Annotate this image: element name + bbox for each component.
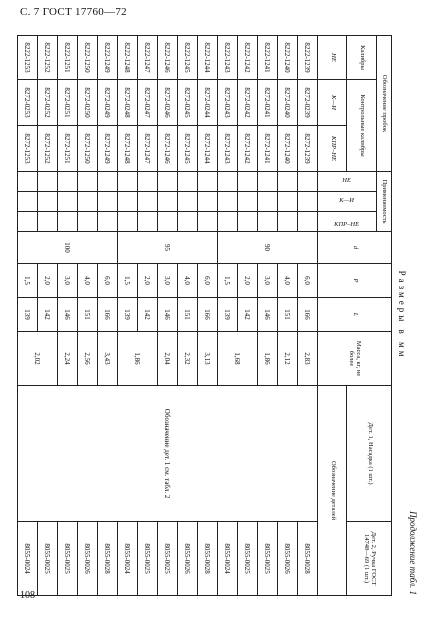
kpr-cell: 8272-1246: [158, 126, 178, 172]
applicability-ne-cell: [158, 172, 178, 192]
applicability-kpr-cell: [238, 212, 258, 232]
part2-cell: 8055-0025: [258, 522, 278, 596]
mass-cell: 2,56: [78, 332, 98, 386]
p-cell: 6,0: [198, 264, 218, 298]
part2-cell: 8055-0026: [178, 522, 198, 596]
applicability-ki-cell: [298, 192, 318, 212]
kpr-cell: 8272-1241: [258, 126, 278, 172]
mass-cell: 2,32: [178, 332, 198, 386]
kpr-cell: 8272-1251: [58, 126, 78, 172]
kpr-cell: 8272-1252: [38, 126, 58, 172]
applicability-ne-cell: [18, 172, 38, 192]
l-cell: 146: [158, 298, 178, 332]
ne-cell: 8222-1240: [278, 36, 298, 80]
applicability-kpr-cell: [78, 212, 98, 232]
p-cell: 4,0: [278, 264, 298, 298]
l-header: L: [318, 298, 392, 332]
part2-header: Дет. 2, Ручка ГОСТ 14748—69 (1 шт.): [347, 522, 392, 596]
part2-cell: 8055-0025: [38, 522, 58, 596]
p-cell: 3,0: [258, 264, 278, 298]
applicability-ki-header: К—И: [318, 192, 377, 212]
page-header: С. 7 ГОСТ 17760—72: [20, 6, 127, 18]
mass-cell: 1,86: [118, 332, 158, 386]
applicability-ki-cell: [258, 192, 278, 212]
gauges-header: Калибры: [347, 36, 377, 80]
l-cell: 139: [18, 298, 38, 332]
applicability-kpr-cell: [18, 212, 38, 232]
table-row: [298, 36, 318, 596]
kpr-cell: 8272-1244: [198, 126, 218, 172]
ki-cell: 8272-0242: [238, 80, 258, 126]
applicability-ne-cell: [178, 172, 198, 192]
part1-note-cell: Обозначение дет. 1 см. табл. 2: [18, 386, 318, 522]
p-cell: 3,0: [58, 264, 78, 298]
l-cell: 142: [38, 298, 58, 332]
ki-cell: 8272-0250: [78, 80, 98, 126]
l-cell: 166: [198, 298, 218, 332]
applicability-ki-cell: [238, 192, 258, 212]
p-cell: 3,0: [158, 264, 178, 298]
l-cell: 151: [278, 298, 298, 332]
applicability-kpr-cell: [198, 212, 218, 232]
ne-cell: 8222-1246: [158, 36, 178, 80]
ne-header: НЕ: [318, 36, 348, 80]
applicability-ki-cell: [18, 192, 38, 212]
mass-cell: 2,83: [298, 332, 318, 386]
applicability-kpr-header: КПР–НЕ: [318, 212, 377, 232]
p-cell: 6,0: [298, 264, 318, 298]
ne-cell: 8222-1249: [98, 36, 118, 80]
kpr-cell: 8272-1247: [138, 126, 158, 172]
kpr-cell: 8272-1245: [178, 126, 198, 172]
ki-cell: 8272-0248: [118, 80, 138, 126]
l-cell: 146: [58, 298, 78, 332]
applicability-kpr-cell: [278, 212, 298, 232]
part2-cell: 8055-0025: [58, 522, 78, 596]
applicability-ki-cell: [78, 192, 98, 212]
mass-cell: 2,02: [18, 332, 58, 386]
part2-cell: 8055-0028: [298, 522, 318, 596]
ne-cell: 8222-1247: [138, 36, 158, 80]
applicability-kpr-cell: [38, 212, 58, 232]
ne-cell: 8222-1244: [198, 36, 218, 80]
mass-cell: 3,43: [98, 332, 118, 386]
table-body: [18, 36, 318, 596]
applicability-ki-cell: [278, 192, 298, 212]
applicability-kpr-cell: [58, 212, 78, 232]
applicability-ki-cell: [138, 192, 158, 212]
part2-cell: 8055-0028: [98, 522, 118, 596]
mass-cell: 2,24: [58, 332, 78, 386]
applicability-kpr-cell: [98, 212, 118, 232]
applicability-ki-cell: [178, 192, 198, 212]
kpr-cell: 8272-1242: [238, 126, 258, 172]
ne-cell: 8222-1253: [18, 36, 38, 80]
kpr-cell: 8272-1253: [18, 126, 38, 172]
l-cell: 151: [78, 298, 98, 332]
part2-cell: 8055-0026: [278, 522, 298, 596]
applicability-kpr-cell: [298, 212, 318, 232]
part2-cell: 8055-0025: [138, 522, 158, 596]
applicability-kpr-cell: [158, 212, 178, 232]
l-cell: 166: [98, 298, 118, 332]
applicability-ne-cell: [258, 172, 278, 192]
applicability-ne-cell: [238, 172, 258, 192]
mass-cell: 3,13: [198, 332, 218, 386]
part2-cell: 8055-0024: [18, 522, 38, 596]
l-cell: 142: [238, 298, 258, 332]
ki-cell: 8272-0243: [218, 80, 238, 126]
ne-cell: 8222-1250: [78, 36, 98, 80]
ne-cell: 8222-1239: [298, 36, 318, 80]
kpr-cell: 8272-1240: [278, 126, 298, 172]
applicability-ne-cell: [38, 172, 58, 192]
applicability-ne-cell: [198, 172, 218, 192]
part2-cell: 8055-0024: [218, 522, 238, 596]
applicability-kpr-cell: [138, 212, 158, 232]
kpr-cell: 8272-1248: [118, 126, 138, 172]
applicability-kpr-cell: [218, 212, 238, 232]
mass-cell: 1,68: [218, 332, 258, 386]
p-cell: 1,5: [18, 264, 38, 298]
ki-cell: 8272-0245: [178, 80, 198, 126]
designation-group-header: Обозначение пробок: [377, 36, 392, 172]
table-continuation-label: Продолжение табл. 1: [408, 511, 418, 595]
ne-cell: 8222-1242: [238, 36, 258, 80]
applicability-ne-cell: [78, 172, 98, 192]
applicability-ne-cell: [138, 172, 158, 192]
part2-cell: 8055-0026: [78, 522, 98, 596]
ne-cell: 8222-1245: [178, 36, 198, 80]
p-cell: 1,5: [218, 264, 238, 298]
mass-cell: 1,86: [258, 332, 278, 386]
kpr-cell: 8272-1239: [298, 126, 318, 172]
ki-cell: 8272-0240: [278, 80, 298, 126]
p-cell: 4,0: [178, 264, 198, 298]
ki-cell: 8272-0249: [98, 80, 118, 126]
ki-cell: 8272-0244: [198, 80, 218, 126]
l-cell: 139: [118, 298, 138, 332]
applicability-ne-cell: [298, 172, 318, 192]
applicability-header: Применяемость: [377, 172, 392, 232]
ki-cell: 8272-0251: [58, 80, 78, 126]
p-cell: 2,0: [38, 264, 58, 298]
p-header: P: [318, 264, 392, 298]
applicability-ki-cell: [38, 192, 58, 212]
part2-cell: 8055-0028: [198, 522, 218, 596]
mass-cell: 2,12: [278, 332, 298, 386]
ki-cell: 8272-0239: [298, 80, 318, 126]
kpr-cell: 8272-1250: [78, 126, 98, 172]
rotated-page-content: [23, 35, 420, 595]
p-cell: 4,0: [78, 264, 98, 298]
ne-cell: 8222-1248: [118, 36, 138, 80]
applicability-ne-header: НЕ: [318, 172, 377, 192]
p-cell: 2,0: [138, 264, 158, 298]
ki-cell: 8272-0253: [18, 80, 38, 126]
ne-cell: 8222-1243: [218, 36, 238, 80]
ki-cell: 8272-0252: [38, 80, 58, 126]
l-cell: 151: [178, 298, 198, 332]
part2-cell: 8055-0025: [238, 522, 258, 596]
applicability-ki-cell: [98, 192, 118, 212]
ki-cell: 8272-0241: [258, 80, 278, 126]
applicability-ne-cell: [278, 172, 298, 192]
mass-header: Масса, кг, не более: [318, 332, 392, 386]
applicability-ne-cell: [118, 172, 138, 192]
part1-header: Дет. 1, Насадка (1 шт.): [347, 386, 392, 522]
ne-cell: 8222-1251: [58, 36, 78, 80]
d-cell: 90: [218, 232, 318, 264]
applicability-ne-cell: [218, 172, 238, 192]
d-cell: 100: [18, 232, 118, 264]
applicability-ne-cell: [98, 172, 118, 192]
applicability-kpr-cell: [118, 212, 138, 232]
p-cell: 2,0: [238, 264, 258, 298]
kpr-ne-header: КПР–НЕ: [318, 126, 348, 172]
p-cell: 6,0: [98, 264, 118, 298]
applicability-ki-cell: [198, 192, 218, 212]
table-title: Размеры в мм: [397, 270, 407, 360]
part2-cell: 8055-0024: [118, 522, 138, 596]
ne-cell: 8222-1252: [38, 36, 58, 80]
gauge-table: [17, 35, 392, 596]
p-cell: 1,5: [118, 264, 138, 298]
applicability-ki-cell: [58, 192, 78, 212]
l-cell: 146: [258, 298, 278, 332]
ki-cell: 8272-0246: [158, 80, 178, 126]
parts-designation-header: Обозначение деталей: [318, 386, 348, 596]
ki-header: К—И: [318, 80, 348, 126]
applicability-kpr-cell: [178, 212, 198, 232]
part2-cell: 8055-0025: [158, 522, 178, 596]
applicability-ne-cell: [58, 172, 78, 192]
applicability-kpr-cell: [258, 212, 278, 232]
page-number: 108: [20, 590, 35, 601]
applicability-ki-cell: [118, 192, 138, 212]
mass-cell: 2,04: [158, 332, 178, 386]
applicability-ki-cell: [218, 192, 238, 212]
d-cell: 95: [118, 232, 218, 264]
applicability-ki-cell: [158, 192, 178, 212]
l-cell: 139: [218, 298, 238, 332]
l-cell: 142: [138, 298, 158, 332]
ne-cell: 8222-1241: [258, 36, 278, 80]
control-gauges-header: Контрольные калибры: [347, 80, 377, 172]
l-cell: 166: [298, 298, 318, 332]
ki-cell: 8272-0247: [138, 80, 158, 126]
kpr-cell: 8272-1243: [218, 126, 238, 172]
kpr-cell: 8272-1249: [98, 126, 118, 172]
d-header: d: [318, 232, 392, 264]
